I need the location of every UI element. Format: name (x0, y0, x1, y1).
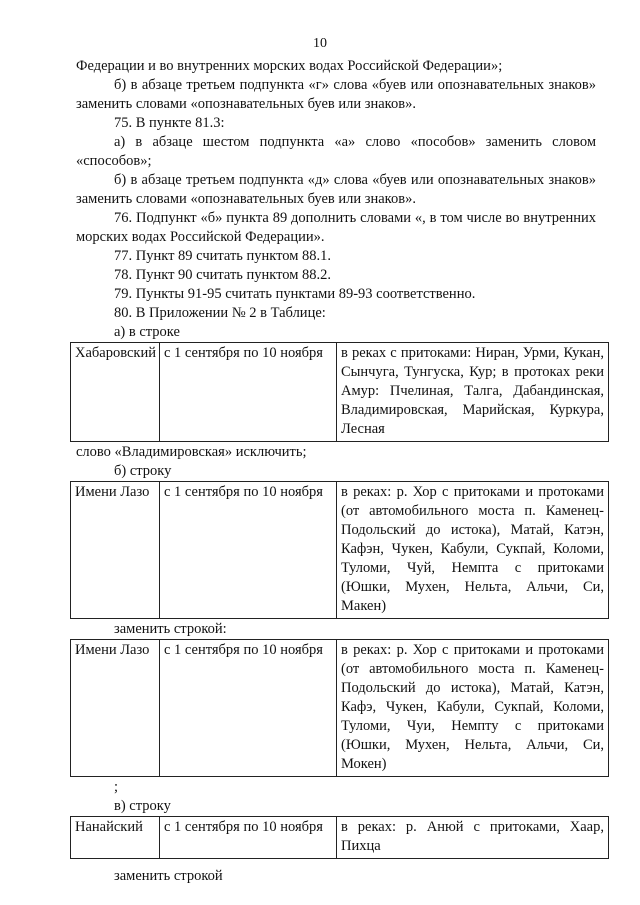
document-body (75, 57, 604, 886)
district-cell: Хабаровский (71, 343, 160, 442)
table-lazo-new (70, 639, 609, 777)
paragraph: б) в абзаце третьем подпункта «д» слова «буев или опознавательных знаков» заменить словами «опознавательных буев или знаков». (76, 172, 596, 207)
paragraph: заменить строкой: (114, 621, 227, 637)
paragraph: слово «Владимировская» исключить; (76, 444, 307, 460)
table-nanaisky (70, 816, 609, 859)
paragraph: 77. Пункт 89 считать пунктом 88.1. (114, 248, 332, 264)
paragraph: а) в абзаце шестом подпункта «а» слово «пособов» заменить словом «способов»; (76, 134, 596, 169)
paragraph: заменить строкой (114, 868, 223, 884)
paragraph: 78. Пункт 90 считать пунктом 88.2. (114, 267, 332, 283)
table-row (71, 343, 609, 442)
period-cell: с 1 сентября по 10 ноября (160, 640, 337, 777)
paragraph: в) строку (114, 798, 171, 814)
page-number: 10 (313, 36, 327, 51)
period-cell: с 1 сентября по 10 ноября (160, 817, 337, 859)
paragraph: 79. Пункты 91-95 считать пунктами 89-93 соответственно. (114, 286, 476, 302)
paragraph: 76. Подпункт «б» пункта 89 дополнить словами «, в том числе во внутренних морских водах Российской Федерации». (76, 210, 596, 245)
waters-cell: в реках: р. Анюй с притоками, Хаар, Пихца (337, 817, 609, 859)
district-cell: Имени Лазо (71, 640, 160, 777)
table-khabarovsky (70, 342, 609, 442)
waters-cell: в реках с притоками: Ниран, Урми, Кукан, Сынчуга, Тунгуска, Кур; в протоках реки Амур: Пчелиная, Талга, Дабандинская, Владимировская, Марийская, Куркура, Лесная (337, 343, 609, 442)
district-cell: Нанайский (71, 817, 160, 859)
waters-cell: в реках: р. Хор с притоками и протоками (от автомобильного моста п. Каменец-Подольский до истока), Матай, Катэн, Кафэн, Чукен, Кабули, Сукпай, Коломи, Туломи, Чуй, Немпта с притоками (Юшки, Мухен, Нельта, Альчи, Си, Макен) (337, 482, 609, 619)
table-row (71, 817, 609, 859)
waters-cell: в реках: р. Хор с притоками и протоками (от автомобильного моста п. Каменец-Подольский до истока), Матай, Катэн, Кафэ, Чукен, Кабули, Сукпай, Коломи, Туломи, Чуи, Немпту с притоками (Юшки, Мухен, Нельта, Альчи, Си, Мокен) (337, 640, 609, 777)
paragraph: ; (114, 779, 119, 795)
period-cell: с 1 сентября по 10 ноября (160, 343, 337, 442)
table-row (71, 640, 609, 777)
paragraph: 80. В Приложении № 2 в Таблице: (114, 305, 326, 321)
table-lazo-old (70, 481, 609, 619)
paragraph: а) в строке (114, 324, 180, 340)
paragraph: б) строку (114, 463, 172, 479)
paragraph: Федерации и во внутренних морских водах Российской Федерации»; (76, 58, 503, 74)
paragraph: 75. В пункте 81.3: (114, 115, 225, 131)
table-row (71, 482, 609, 619)
period-cell: с 1 сентября по 10 ноября (160, 482, 337, 619)
paragraph: б) в абзаце третьем подпункта «г» слова «буев или опознавательных знаков» заменить словами «опознавательных буев или знаков». (76, 77, 596, 112)
district-cell: Имени Лазо (71, 482, 160, 619)
